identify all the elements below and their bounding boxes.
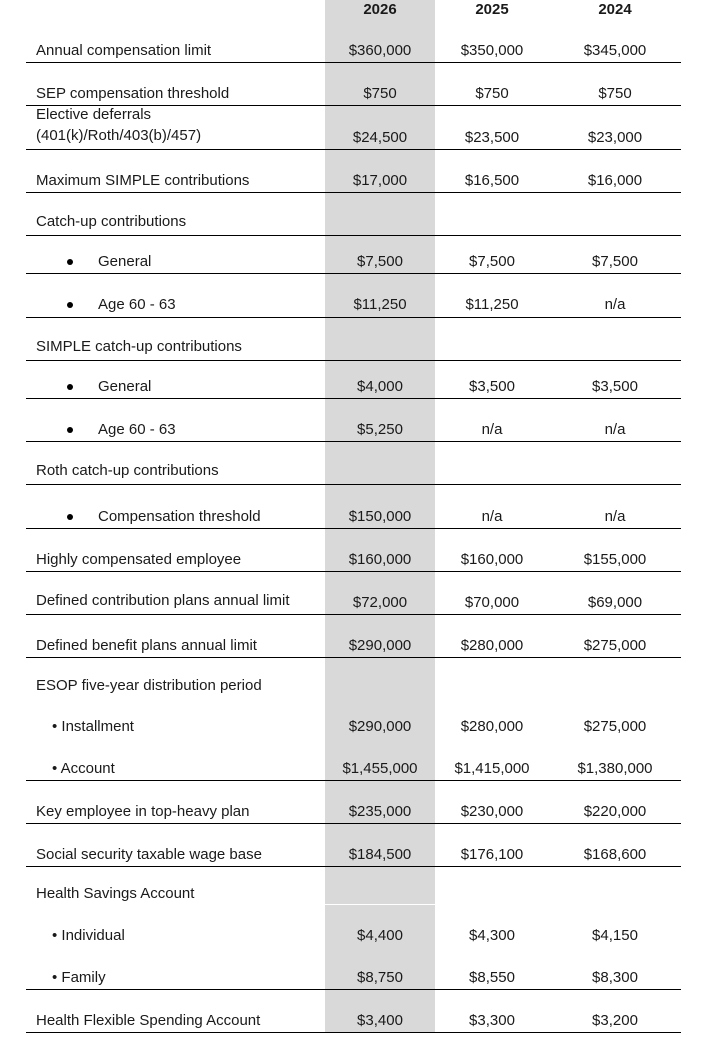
table-row [26,615,681,658]
value-2025: n/a [481,508,503,525]
table-row [26,236,681,274]
value-2024: n/a [604,296,626,313]
value-2025: $750 [475,85,509,102]
row-label: Maximum SIMPLE contributions [36,172,250,189]
value-2024: $1,380,000 [577,760,653,777]
value-2025: $16,500 [464,172,520,189]
value-2025: $1,415,000 [454,760,530,777]
table-row [26,572,681,615]
value-2026: $17,000 [352,172,408,189]
value-2024: $220,000 [583,803,647,820]
row-label: Age 60 - 63 [98,296,176,313]
row-label: Elective deferrals (401(k)/Roth/403(b)/457) [36,106,202,144]
row-label: Defined benefit plans annual limit [36,637,257,654]
row-label: Health Flexible Spending Account [36,1012,261,1029]
row-label: General [98,253,152,270]
value-2026: $5,250 [357,421,403,438]
value-2026: $184,500 [348,846,412,863]
value-2024: $3,200 [592,1012,638,1029]
value-2026: $7,500 [357,253,403,270]
value-2024: $275,000 [583,718,647,735]
value-2026: $150,000 [348,508,412,525]
value-2024: $168,600 [583,846,647,863]
value-2025: $3,500 [469,378,515,395]
value-2026: $3,400 [357,1012,403,1029]
section-label: ESOP five-year distribution period [36,677,262,694]
column-header-2025: 2025 [475,1,509,18]
section-row [26,318,681,361]
row-label: Annual compensation limit [36,42,212,59]
value-2026: $24,500 [352,129,408,146]
value-2024: n/a [604,421,626,438]
value-2025: $350,000 [460,42,524,59]
row-label: • Family [52,969,106,986]
value-2025: $230,000 [460,803,524,820]
table-row [26,22,681,63]
section-row [26,442,681,485]
section-label: Catch-up contributions [36,213,187,230]
section-label: SIMPLE catch-up contributions [36,338,242,355]
value-2025: $160,000 [460,551,524,568]
value-2025: $8,550 [469,969,515,986]
value-2024: $16,000 [587,172,643,189]
section-label: Roth catch-up contributions [36,462,219,479]
value-2024: $7,500 [592,253,638,270]
value-2026: $290,000 [348,637,412,654]
row-label: Age 60 - 63 [98,421,176,438]
value-2024: $3,500 [592,378,638,395]
table-row [26,905,681,947]
table-row [26,63,681,106]
table-row [26,106,681,150]
value-2025: $70,000 [464,594,520,611]
value-2024: $69,000 [587,594,643,611]
value-2025: $7,500 [469,253,515,270]
value-2024: $155,000 [583,551,647,568]
row-label: SEP compensation threshold [36,85,230,102]
value-2024: $750 [598,85,632,102]
table-row [26,738,681,781]
value-2024: $8,300 [592,969,638,986]
section-label: Health Savings Account [36,885,195,902]
row-label: Social security taxable wage base [36,846,262,863]
row-label: Defined contribution plans annual limit [36,592,290,609]
value-2024: $23,000 [587,129,643,146]
row-label: Highly compensated employee [36,551,242,568]
value-2024: n/a [604,508,626,525]
table-row [26,399,681,442]
section-row [26,867,681,905]
table-row [26,824,681,867]
value-2026: $4,000 [357,378,403,395]
column-header-2024: 2024 [598,1,632,18]
value-2026: $8,750 [357,969,403,986]
value-2026: $4,400 [357,927,403,944]
value-2025: n/a [481,421,503,438]
table-row [26,485,681,529]
table-row [26,781,681,824]
table-row [26,150,681,193]
value-2025: $280,000 [460,637,524,654]
value-2026: $72,000 [352,594,408,611]
row-label: Compensation threshold [98,508,261,525]
value-2025: $23,500 [464,129,520,146]
column-header-2026: 2026 [363,1,397,18]
value-2026: $11,250 [353,296,407,313]
row-label: Key employee in top-heavy plan [36,803,250,820]
value-2024: $275,000 [583,637,647,654]
value-2026: $750 [363,85,397,102]
value-2024: $4,150 [592,927,638,944]
value-2024: $345,000 [583,42,647,59]
table-row [26,529,681,572]
table-row [26,947,681,990]
value-2026: $360,000 [348,42,412,59]
value-2026: $290,000 [348,718,412,735]
table-row [26,274,681,318]
row-label: • Installment [52,718,134,735]
value-2025: $176,100 [460,846,524,863]
table-row [26,990,681,1033]
value-2026: $160,000 [348,551,412,568]
section-row [26,658,681,698]
row-label: • Individual [52,927,125,944]
value-2025: $280,000 [460,718,524,735]
table-row [26,698,681,738]
value-2025: $3,300 [469,1012,515,1029]
row-label: General [98,378,152,395]
value-2026: $235,000 [348,803,412,820]
row-label: • Account [52,760,115,777]
value-2025: $4,300 [469,927,515,944]
value-2025: $11,250 [465,296,519,313]
section-row [26,193,681,236]
table-row [26,361,681,399]
value-2026: $1,455,000 [342,760,418,777]
